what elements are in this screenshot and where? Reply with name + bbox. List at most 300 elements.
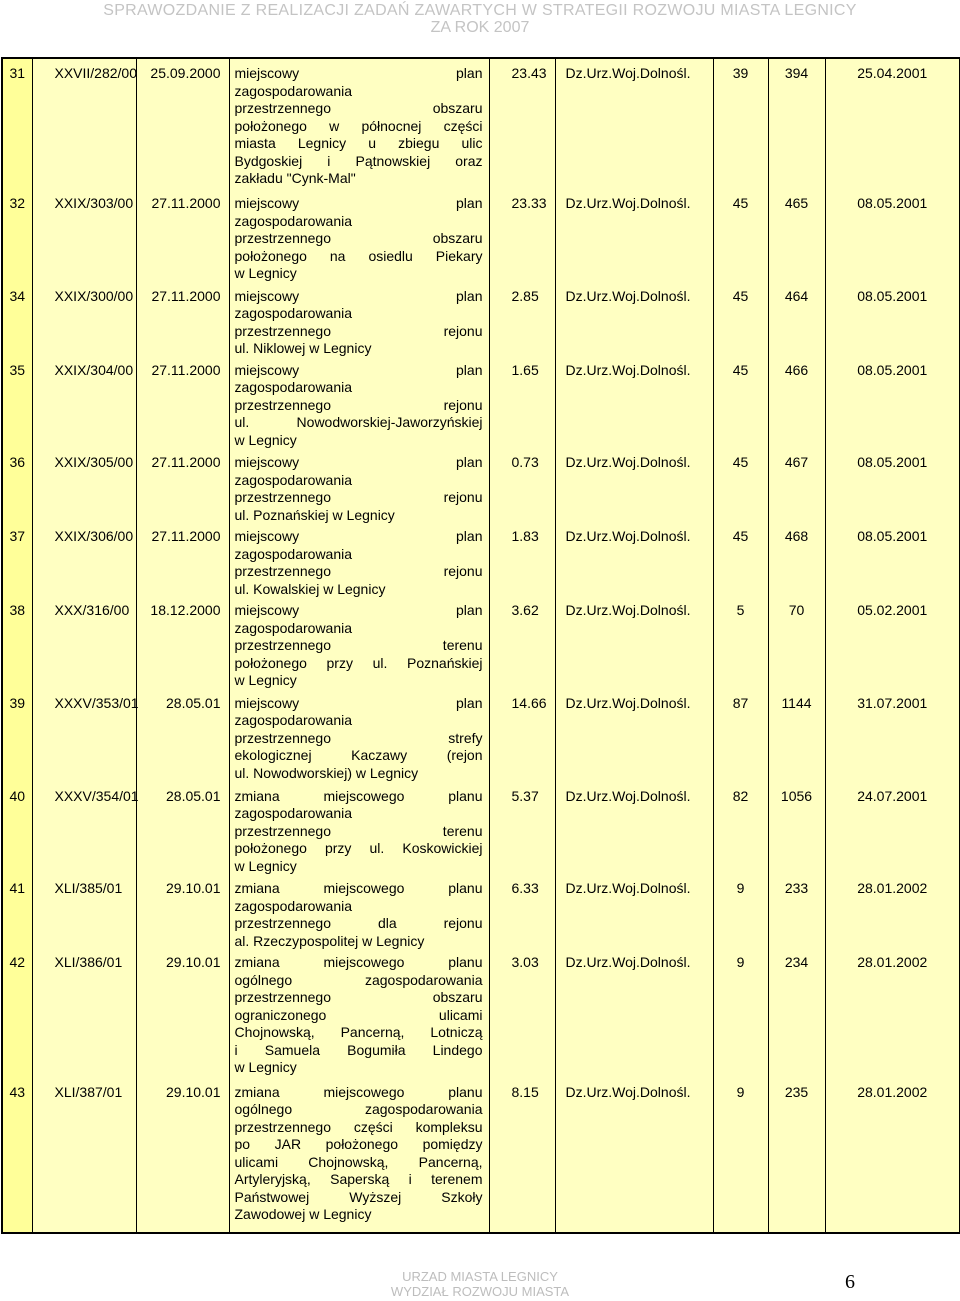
plan-subject-text: [235, 528, 483, 598]
resolution-number-cell: [32, 288, 136, 362]
publication-journal-cell: [555, 788, 713, 881]
journal-number-cell: [713, 1084, 768, 1232]
publication-journal-cell: [555, 454, 713, 528]
plan-subject-line: miejscowy plan: [234, 287, 483, 304]
plan-subject-line: Artyleryjską, Saperską i terenem: [234, 1171, 483, 1188]
journal-number: 45: [732, 195, 749, 212]
publication-journal-cell: [555, 528, 713, 602]
publication-journal: Dz.Urz.Woj.Dolnośl.: [565, 694, 691, 711]
area-ha-cell: [489, 195, 555, 288]
row-number: 36: [9, 454, 26, 471]
journal-position-cell: [768, 954, 825, 1084]
row-number: 40: [9, 787, 26, 804]
area-ha-cell: [489, 454, 555, 528]
publication-journal: Dz.Urz.Woj.Dolnośl.: [565, 954, 691, 971]
row-number: 38: [9, 602, 26, 619]
plan-subject-line: w Legnicy: [234, 265, 297, 282]
journal-number: 45: [732, 454, 749, 471]
row-number-cell: [2, 195, 32, 288]
plan-subject-line: zagospodarowania: [234, 712, 353, 729]
resolution-number: XXIX/306/00: [54, 528, 134, 545]
resolution-date: 29.10.01: [166, 954, 221, 971]
plan-subject-line: przestrzennego rejonu: [234, 563, 483, 580]
plan-subject-cell: [229, 1084, 489, 1232]
plan-subject-cell: [229, 602, 489, 695]
journal-number-cell: [713, 454, 768, 528]
resolution-number-cell: [32, 880, 136, 954]
plan-subject-line: zmiana miejscowego planu: [234, 954, 483, 971]
plan-subject-line: zagospodarowania: [234, 619, 353, 636]
row-number-cell: [2, 528, 32, 602]
plan-subject-text: [235, 288, 483, 358]
plan-subject-line: ul. Kowalskiej w Legnicy: [234, 580, 386, 597]
publication-date: 25.04.2001: [857, 65, 928, 81]
journal-position: 466: [784, 361, 809, 378]
journal-position: 235: [784, 1083, 809, 1100]
journal-position-cell: [768, 58, 825, 195]
publication-journal: Dz.Urz.Woj.Dolnośl.: [565, 454, 691, 471]
footer-department: WYDZIAŁ ROZWOJU MIASTA: [390, 1284, 570, 1299]
table-body: [2, 58, 960, 1233]
resolution-date-cell: [136, 695, 229, 788]
row-number: 39: [9, 694, 26, 711]
row-number: 42: [9, 954, 26, 971]
plan-subject-line: miasta Legnicy u zbiegu ulic: [234, 135, 483, 151]
plan-subject-text: [235, 1084, 483, 1224]
publication-journal: Dz.Urz.Woj.Dolnośl.: [565, 787, 691, 804]
resolution-date: 18.12.2000: [150, 602, 221, 619]
journal-number: 9: [736, 1083, 745, 1100]
row-number-cell: [2, 880, 32, 954]
table-row: [2, 1084, 960, 1232]
journal-number-cell: [713, 195, 768, 288]
publication-date: 05.02.2001: [857, 602, 928, 619]
table-row: [2, 195, 960, 288]
publication-journal: Dz.Urz.Woj.Dolnośl.: [565, 528, 691, 545]
resolution-number: XXXV/354/01: [54, 787, 139, 804]
row-number: 37: [9, 528, 26, 545]
row-number: 35: [9, 361, 26, 378]
resolution-date-cell: [136, 288, 229, 362]
plan-subject-line: Państwowej Wyższej Szkoły: [234, 1188, 483, 1205]
area-ha: 6.33: [511, 880, 539, 897]
report-header-year: ZA ROK 2007: [430, 19, 530, 36]
journal-number-cell: [713, 362, 768, 455]
publication-date: 24.07.2001: [857, 787, 928, 804]
publication-date: 08.05.2001: [857, 454, 928, 471]
plan-subject-line: zagospodarowania: [234, 82, 353, 99]
resolution-date: 27.11.2000: [151, 361, 221, 378]
resolution-date: 27.11.2000: [151, 528, 221, 545]
publication-date-cell: [825, 788, 960, 881]
publication-journal: Dz.Urz.Woj.Dolnośl.: [565, 287, 691, 304]
journal-number-cell: [713, 880, 768, 954]
plan-subject-line: zakładu "Cynk-Mal": [234, 170, 356, 186]
resolution-date: 28.05.01: [166, 694, 221, 711]
publication-journal-cell: [555, 695, 713, 788]
publication-date-cell: [825, 695, 960, 788]
filler-cell: [555, 1232, 713, 1233]
publication-date: 08.05.2001: [857, 361, 928, 378]
row-number-cell: [2, 454, 32, 528]
area-ha: 1.83: [511, 528, 539, 545]
plan-subject-cell: [229, 954, 489, 1084]
resolution-number-cell: [32, 58, 136, 195]
plan-subject-line: ograniczonego ulicami: [234, 1006, 483, 1023]
publication-date-cell: [825, 288, 960, 362]
journal-position-cell: [768, 528, 825, 602]
plan-subject-line: ul. Niklowej w Legnicy: [234, 340, 372, 357]
plan-subject-line: i Samuela Bogumiła Lindego: [234, 1041, 483, 1058]
area-ha: 1.65: [511, 361, 539, 378]
plan-subject-line: w Legnicy: [234, 672, 297, 689]
publication-journal: Dz.Urz.Woj.Dolnośl.: [565, 361, 691, 378]
journal-number: 45: [732, 528, 749, 545]
plan-subject-line: miejscowy plan: [234, 454, 483, 471]
plan-subject-line: miejscowy plan: [234, 528, 483, 545]
publication-journal-cell: [555, 954, 713, 1084]
publication-date-cell: [825, 954, 960, 1084]
resolution-date: 29.10.01: [166, 1083, 221, 1100]
plan-subject-text: [235, 954, 483, 1077]
journal-position: 70: [788, 602, 805, 619]
plan-subject-cell: [229, 880, 489, 954]
journal-number: 82: [732, 787, 749, 804]
journal-number: 45: [732, 361, 749, 378]
journal-position: 468: [784, 528, 809, 545]
table-row: [2, 788, 960, 881]
journal-position-cell: [768, 788, 825, 881]
plan-subject-line: przestrzennego strefy: [234, 729, 483, 746]
filler-cell: [136, 1232, 229, 1233]
plan-subject-line: w Legnicy: [234, 431, 297, 448]
resolution-date: 27.11.2000: [151, 287, 221, 304]
journal-number: 5: [736, 602, 745, 619]
plan-subject-line: położonego przy ul. Koskowickiej: [234, 840, 483, 857]
table-row: [2, 880, 960, 954]
journal-position: 234: [784, 954, 809, 971]
publication-journal-cell: [555, 880, 713, 954]
area-ha: 23.33: [511, 195, 547, 212]
journal-position: 467: [784, 454, 809, 471]
filler-cell: [768, 1232, 825, 1233]
plan-subject-line: al. Rzeczypospolitej w Legnicy: [234, 932, 425, 949]
plan-subject-line: przestrzennego rejonu: [234, 489, 483, 506]
journal-position: 464: [784, 287, 809, 304]
plan-subject-line: miejscowy plan: [234, 602, 483, 619]
journal-number-cell: [713, 788, 768, 881]
publication-date: 31.07.2001: [857, 694, 928, 711]
table-row: [2, 362, 960, 455]
plan-subject-line: zagospodarowania: [234, 379, 353, 396]
plan-subject-line: ul. Nowodworskiej-Jaworzyńskiej: [234, 414, 483, 431]
plan-subject-cell: [229, 695, 489, 788]
area-ha-cell: [489, 288, 555, 362]
footer-office: URZAD MIASTA LEGNICY: [402, 1269, 558, 1284]
plan-subject-line: zmiana miejscowego planu: [234, 787, 483, 804]
publication-date-cell: [825, 454, 960, 528]
journal-number: 39: [732, 65, 749, 81]
plan-subject-text: [235, 695, 483, 783]
filler-cell: [825, 1232, 960, 1233]
row-number-cell: [2, 788, 32, 881]
filler-cell: [713, 1232, 768, 1233]
row-number-cell: [2, 695, 32, 788]
publication-journal: Dz.Urz.Woj.Dolnośl.: [565, 65, 691, 81]
area-ha: 0.73: [511, 454, 539, 471]
area-ha: 3.03: [511, 954, 539, 971]
row-number-cell: [2, 1084, 32, 1232]
resolution-date-cell: [136, 602, 229, 695]
publication-journal-cell: [555, 195, 713, 288]
plan-subject-cell: [229, 362, 489, 455]
resolution-number-cell: [32, 694, 139, 788]
publication-date: 08.05.2001: [857, 528, 928, 545]
journal-position-cell: [768, 602, 825, 695]
plan-subject-line: po JAR położonego pomiędzy: [234, 1136, 483, 1153]
publication-journal: Dz.Urz.Woj.Dolnośl.: [565, 1083, 691, 1100]
table-row: [2, 288, 960, 362]
filler-cell: [2, 1232, 32, 1233]
journal-number-cell: [713, 528, 768, 602]
area-ha: 23.43: [511, 65, 547, 81]
table-row: [2, 954, 960, 1084]
area-ha-cell: [489, 602, 555, 695]
publication-date-cell: [825, 528, 960, 602]
publication-date-cell: [825, 195, 960, 288]
area-ha-cell: [489, 695, 555, 788]
journal-number-cell: [713, 288, 768, 362]
plan-subject-line: miejscowy plan: [234, 195, 483, 212]
plan-subject-line: przestrzennego obszaru: [234, 989, 483, 1006]
filler-cell: [32, 1232, 136, 1233]
journal-position-cell: [768, 195, 825, 288]
journal-position: 1144: [781, 694, 812, 711]
journal-position: 394: [784, 65, 809, 81]
area-ha-cell: [489, 58, 555, 195]
row-number-cell: [2, 954, 32, 1084]
plan-subject-line: położonego na osiedlu Piekary: [234, 247, 483, 264]
plan-subject-line: przestrzennego terenu: [234, 822, 483, 839]
plan-subject-text: [235, 195, 483, 283]
plan-subject-text: [235, 880, 483, 950]
plan-subject-cell: [229, 454, 489, 528]
resolution-date: 27.11.2000: [151, 454, 221, 471]
resolution-number: XLI/387/01: [54, 1083, 123, 1100]
plan-subject-cell: [229, 195, 489, 288]
publication-date-cell: [825, 362, 960, 455]
table-row: [2, 695, 960, 788]
plan-subject-line: zagospodarowania: [234, 545, 353, 562]
plan-subject-line: ogólnego zagospodarowania: [234, 1101, 483, 1118]
resolution-number: XXIX/305/00: [54, 454, 134, 471]
resolution-date: 25.09.2000: [150, 65, 221, 81]
plan-subject-text: [235, 602, 483, 690]
resolution-number: XXX/316/00: [54, 602, 130, 619]
resolution-date-cell: [136, 880, 229, 954]
publication-journal-cell: [555, 288, 713, 362]
publication-journal-cell: [555, 362, 713, 455]
publication-date-cell: [825, 602, 960, 695]
publication-date-cell: [825, 58, 960, 195]
plan-subject-text: [235, 788, 483, 876]
resolution-number: XXXV/353/01: [54, 694, 139, 711]
plan-subject-line: miejscowy plan: [234, 361, 483, 378]
area-ha: 14.66: [511, 694, 547, 711]
plan-subject-line: ekologicznej Kaczawy (rejon: [234, 747, 483, 764]
publication-journal: Dz.Urz.Woj.Dolnośl.: [565, 195, 691, 212]
row-number: 43: [9, 1083, 26, 1100]
row-number: 32: [9, 195, 26, 212]
plan-subject-cell: [229, 288, 489, 362]
plan-subject-line: przestrzennego rejonu: [234, 396, 483, 413]
plan-subject-line: przestrzennego obszaru: [234, 230, 483, 247]
publication-date-cell: [825, 1084, 960, 1232]
area-ha: 3.62: [511, 602, 539, 619]
plan-subject-cell: [229, 528, 489, 602]
resolution-number: XLI/386/01: [54, 954, 123, 971]
journal-number-cell: [713, 954, 768, 1084]
journal-number: 87: [732, 694, 749, 711]
journal-number-cell: [713, 695, 768, 788]
table-row: [2, 602, 960, 695]
resolution-date-cell: [136, 195, 229, 288]
area-ha-cell: [489, 1084, 555, 1232]
journal-position: 233: [784, 880, 809, 897]
plan-subject-line: Chojnowską, Pancerną, Lotniczą: [234, 1024, 483, 1041]
row-number: 31: [9, 65, 26, 81]
row-number: 41: [9, 880, 26, 897]
journal-position-cell: [768, 454, 825, 528]
area-ha-cell: [489, 788, 555, 881]
plan-subject-line: zagospodarowania: [234, 897, 353, 914]
publication-date: 08.05.2001: [857, 195, 928, 212]
plan-subject-line: przestrzennego rejonu: [234, 322, 483, 339]
table-row: [2, 454, 960, 528]
plan-subject-line: przestrzennego obszaru: [234, 100, 483, 116]
resolution-number: XXVII/282/00: [54, 65, 138, 81]
publication-journal-cell: [555, 58, 713, 195]
plan-subject-line: przestrzennego części kompleksu: [234, 1118, 483, 1135]
plan-subject-line: ogólnego zagospodarowania: [234, 971, 483, 988]
plan-subject-text: [235, 454, 483, 524]
plan-subject-line: zagospodarowania: [234, 305, 353, 322]
journal-number-cell: [713, 602, 768, 695]
resolution-number-cell: [32, 954, 136, 1084]
plan-subject-cell: [229, 788, 489, 881]
journal-position-cell: [768, 288, 825, 362]
publication-journal-cell: [555, 1084, 713, 1232]
row-number-cell: [2, 362, 32, 455]
resolution-date-cell: [136, 954, 229, 1084]
plan-subject-line: ul. Poznańskiej w Legnicy: [234, 506, 395, 523]
plan-subject-line: ulicami Chojnowską, Pancerną,: [234, 1153, 483, 1170]
row-number-cell: [2, 288, 32, 362]
row-number-cell: [2, 58, 32, 195]
plan-subject-line: położonego w północnej części: [234, 117, 483, 134]
journal-number-cell: [713, 58, 768, 195]
plans-register-table: [1, 57, 960, 1234]
resolution-date-cell: [136, 58, 229, 195]
area-ha-cell: [489, 880, 555, 954]
publication-date: 28.01.2002: [857, 1083, 928, 1100]
area-ha: 2.85: [511, 287, 539, 304]
resolution-date-cell: [136, 1084, 229, 1232]
area-ha: 5.37: [511, 787, 539, 804]
resolution-number: XXIX/304/00: [54, 361, 134, 378]
journal-position: 1056: [780, 787, 813, 804]
resolution-number-cell: [32, 1084, 136, 1232]
area-ha-cell: [489, 362, 555, 455]
plan-subject-line: zmiana miejscowego planu: [234, 880, 483, 897]
journal-number: 9: [736, 954, 745, 971]
publication-date-cell: [825, 880, 960, 954]
plan-subject-line: miejscowy plan: [234, 65, 483, 81]
resolution-number-cell: [32, 362, 136, 455]
plan-subject-line: przestrzennego terenu: [234, 637, 483, 654]
resolution-date-cell: [136, 528, 229, 602]
resolution-number: XLI/385/01: [54, 880, 123, 897]
plan-subject-line: przestrzennego dla rejonu: [234, 915, 483, 932]
journal-position-cell: [768, 1084, 825, 1232]
journal-position-cell: [768, 362, 825, 455]
resolution-number-cell: [32, 787, 139, 881]
publication-date: 08.05.2001: [857, 287, 928, 304]
journal-position-cell: [768, 880, 825, 954]
area-ha: 8.15: [511, 1083, 539, 1100]
journal-number: 45: [732, 287, 749, 304]
plan-subject-line: zagospodarowania: [234, 471, 353, 488]
plan-subject-line: Bydgoskiej i Pątnowskiej oraz: [234, 152, 483, 169]
journal-position-cell: [768, 695, 825, 788]
plan-subject-line: w Legnicy: [234, 1059, 297, 1076]
plan-subject-line: Zawodowej w Legnicy: [234, 1206, 372, 1223]
plan-subject-text: [235, 65, 483, 188]
publication-journal: Dz.Urz.Woj.Dolnośl.: [565, 602, 691, 619]
publication-journal-cell: [555, 602, 713, 695]
area-ha-cell: [489, 528, 555, 602]
plan-subject-line: zmiana miejscowego planu: [234, 1083, 483, 1100]
filler-cell: [229, 1232, 489, 1233]
journal-number: 9: [736, 880, 745, 897]
resolution-date: 28.05.01: [166, 787, 221, 804]
resolution-number: XXIX/303/00: [54, 195, 134, 212]
plan-subject-line: zagospodarowania: [234, 212, 353, 229]
report-header-title: SPRAWOZDANIE Z REALIZACJI ZADAŃ ZAWARTYCH W STRATEGII ROZWOJU MIASTA LEGNICY: [103, 2, 857, 19]
area-ha-cell: [489, 954, 555, 1084]
plan-subject-line: miejscowy plan: [234, 694, 483, 711]
plan-subject-text: [235, 362, 483, 450]
resolution-date: 27.11.2000: [151, 195, 221, 212]
table-filler-row: [2, 1232, 960, 1233]
plan-subject-line: położonego przy ul. Poznańskiej: [234, 654, 483, 671]
journal-position: 465: [784, 195, 809, 212]
page-number: 6: [845, 1271, 855, 1293]
resolution-number-cell: [32, 528, 136, 602]
table-row: [2, 528, 960, 602]
publication-date: 28.01.2002: [857, 880, 928, 897]
resolution-date-cell: [136, 454, 229, 528]
resolution-number-cell: [32, 602, 136, 695]
publication-journal: Dz.Urz.Woj.Dolnośl.: [565, 880, 691, 897]
resolution-number-cell: [32, 195, 136, 288]
row-number-cell: [2, 602, 32, 695]
resolution-date: 29.10.01: [166, 880, 221, 897]
plan-subject-line: w Legnicy: [234, 857, 297, 874]
resolution-number: XXIX/300/00: [54, 287, 134, 304]
table-row: [2, 58, 960, 195]
resolution-number-cell: [32, 454, 136, 528]
